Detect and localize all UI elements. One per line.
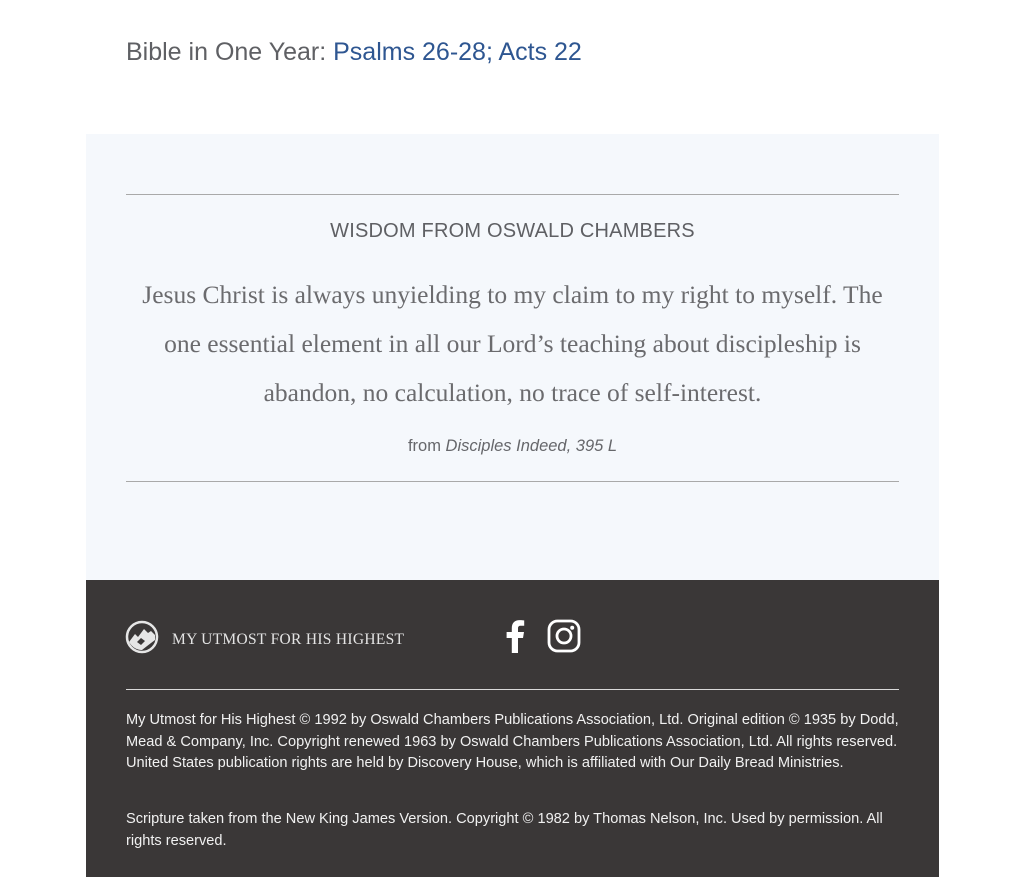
divider bbox=[126, 194, 899, 195]
wisdom-quote: Jesus Christ is always unyielding to my claim to my right to myself. The one essential element in all our Lord’s teaching about discipleship is abandon, no calculation, no trace of self-interest. bbox=[142, 280, 883, 407]
mountain-globe-icon bbox=[125, 620, 159, 659]
bible-in-one-year-label: Bible in One Year: bbox=[126, 38, 327, 66]
footer-logo-text: MY UTMOST FOR HIS HIGHEST bbox=[172, 630, 405, 648]
wisdom-heading: WISDOM FROM OSWALD CHAMBERS bbox=[330, 220, 695, 242]
facebook-icon[interactable] bbox=[504, 619, 526, 658]
wisdom-section bbox=[86, 134, 939, 580]
scripture-notice: Scripture taken from the New King James Version. Copyright © 1982 by Thomas Nelson, Inc. Used by permission. All rights reserved. bbox=[126, 811, 883, 849]
source-prefix: from bbox=[407, 437, 441, 455]
instagram-icon[interactable] bbox=[547, 619, 581, 658]
footer bbox=[86, 580, 939, 877]
bible-reading-link[interactable]: Psalms 26-28; Acts 22 bbox=[333, 38, 582, 66]
wisdom-source bbox=[86, 437, 939, 456]
divider bbox=[126, 481, 899, 482]
source-title: Disciples Indeed, 395 L bbox=[445, 437, 618, 455]
copyright-notice: My Utmost for His Highest © 1992 by Oswald Chambers Publications Association, Ltd. Original edition © 1935 by Dodd, Mead & Company, Inc. Copyright renewed 1963 by Oswald Chambers Publications Association, Ltd. All rights reserved. United States publication rights are held by Discovery House, which is affiliated with Our Daily Bread Ministries. bbox=[126, 712, 899, 771]
bible-in-one-year bbox=[126, 38, 582, 67]
footer-logo[interactable] bbox=[125, 620, 404, 659]
footer-divider bbox=[126, 689, 899, 690]
